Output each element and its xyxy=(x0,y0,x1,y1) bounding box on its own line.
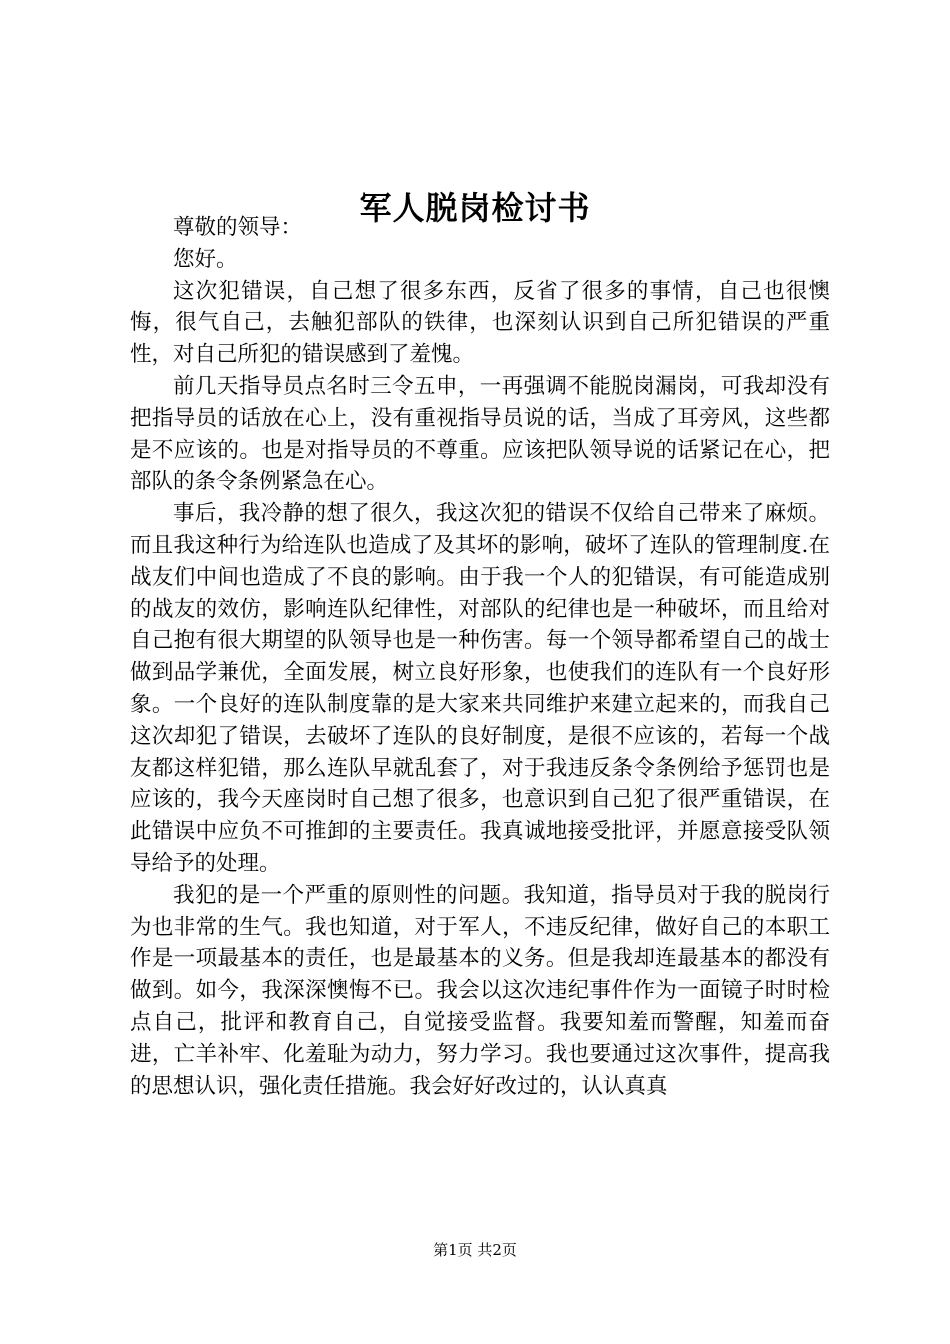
paragraph: 前几天指导员点名时三令五申，一再强调不能脱岗漏岗，可我却没有把指导员的话放在心上，没有重视指导员说的话，当成了耳旁风，这些都是不应该的。也是对指导员的不尊重。应该把队领导说的话紧记在心，把部队的条令条例紧急在心。 xyxy=(130,373,830,495)
page-number-footer: 第1页 共2页 xyxy=(433,1241,517,1259)
paragraph: 我犯的是一个严重的原则性的问题。我知道，指导员对于我的脱岗行为也非常的生气。我也知道，对于军人，不违反纪律，做好自己的本职工作是一项最基本的责任，也是最基本的义务。但是我却连最基本的都没有做到。如今，我深深懊悔不已。我会以这次违纪事件作为一面镜子时时检点自己，批评和教育自己，自觉接受监督。我要知羞而警醒，知羞而奋进，亡羊补牢、化羞耻为动力，努力学习。我也要通过这次事件，提高我的思想认识，强化责任措施。我会好好改过的，认认真真 xyxy=(130,882,830,1099)
salutation: 尊敬的领导： xyxy=(173,215,303,240)
paragraph: 事后，我冷静的想了很久，我这次犯的错误不仅给自己带来了麻烦。而且我这种行为给连队也造成了及其坏的影响，破坏了连队的管理制度.在战友们中间也造成了不良的影响。由于我一个人的犯错误，有可能造成别的战友的效仿，影响连队纪律性，对部队的纪律也是一种破坏，而且给对自己抱有很大期望的队领导也是一种伤害。每一个领导都希望自己的战士做到品学兼优，全面发展，树立良好形象，也使我们的连队有一个良好形象。一个良好的连队制度靠的是大家来共同维护来建立起来的，而我自己这次却犯了错误，去破坏了连队的良好制度，是很不应该的，若每一个战友都这样犯错，那么连队早就乱套了，对于我违反条令条例给予惩罚也是应该的，我今天座岗时自己想了很多，也意识到自己犯了很严重错误，在此错误中应负不可推卸的主要责任。我真诚地接受批评，并愿意接受队领导给予的处理。 xyxy=(130,501,830,876)
document-body xyxy=(130,212,830,1102)
greeting: 您好。 xyxy=(173,246,238,272)
paragraph: 这次犯错误，自己想了很多东西，反省了很多的事情，自己也很懊悔，很气自己，去触犯部队的铁律，也深刻认识到自己所犯错误的严重性，对自己所犯的错误感到了羞愧。 xyxy=(130,278,830,368)
document-title: 军人脱岗检讨书 xyxy=(359,189,591,227)
